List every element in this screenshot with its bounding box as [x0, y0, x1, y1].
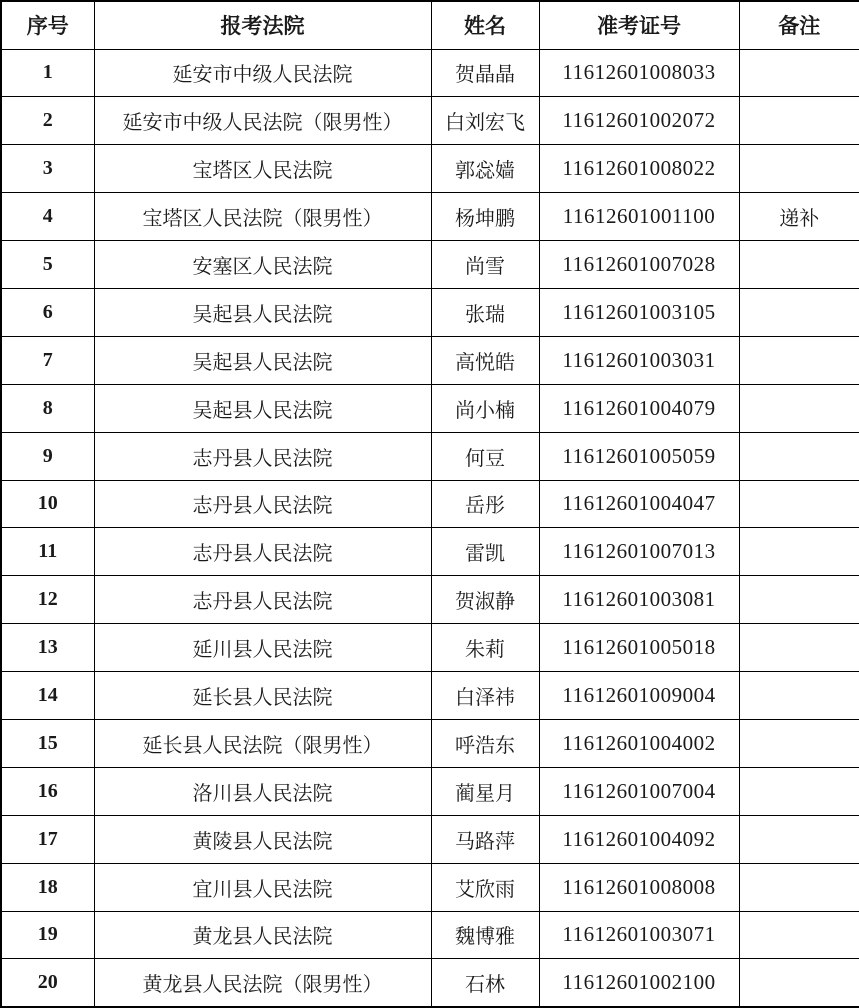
cell-ticket: 11612601004002: [539, 719, 739, 767]
cell-name: 石林: [431, 959, 539, 1007]
cell-remark: [739, 863, 859, 911]
cell-ticket: 11612601003081: [539, 576, 739, 624]
cell-name: 艾欣雨: [431, 863, 539, 911]
cell-no: 12: [1, 576, 94, 624]
header-cell-court: 报考法院: [94, 1, 431, 49]
cell-ticket: 11612601008008: [539, 863, 739, 911]
cell-remark: [739, 97, 859, 145]
cell-remark: [739, 241, 859, 289]
cell-name: 贺淑静: [431, 576, 539, 624]
cell-court: 延安市中级人民法院: [94, 49, 431, 97]
cell-name: 尚小楠: [431, 384, 539, 432]
cell-remark: [739, 911, 859, 959]
cell-ticket: 11612601001100: [539, 193, 739, 241]
cell-name: 朱莉: [431, 624, 539, 672]
table-row: [1, 911, 859, 959]
cell-ticket: 11612601003105: [539, 288, 739, 336]
cell-court: 延安市中级人民法院（限男性）: [94, 97, 431, 145]
cell-no: 9: [1, 432, 94, 480]
table-row: [1, 767, 859, 815]
cell-remark: [739, 288, 859, 336]
cell-court: 志丹县人民法院: [94, 576, 431, 624]
cell-name: 魏博雅: [431, 911, 539, 959]
header-cell-ticket: 准考证号: [539, 1, 739, 49]
table-row: [1, 528, 859, 576]
cell-ticket: 11612601007013: [539, 528, 739, 576]
cell-court: 宝塔区人民法院（限男性）: [94, 193, 431, 241]
cell-court: 延长县人民法院（限男性）: [94, 719, 431, 767]
cell-court: 黄龙县人民法院: [94, 911, 431, 959]
cell-ticket: 11612601005059: [539, 432, 739, 480]
cell-ticket: 11612601007004: [539, 767, 739, 815]
cell-name: 岳彤: [431, 480, 539, 528]
cell-remark: [739, 384, 859, 432]
cell-remark: [739, 815, 859, 863]
cell-ticket: 11612601002100: [539, 959, 739, 1007]
table-row: [1, 193, 859, 241]
table-row: [1, 480, 859, 528]
table-row: [1, 815, 859, 863]
table-row: [1, 432, 859, 480]
cell-name: 郭惢嫱: [431, 145, 539, 193]
cell-court: 延长县人民法院: [94, 672, 431, 720]
table-row: [1, 719, 859, 767]
cell-remark: [739, 767, 859, 815]
cell-no: 5: [1, 241, 94, 289]
cell-no: 10: [1, 480, 94, 528]
cell-remark: [739, 336, 859, 384]
cell-court: 黄陵县人民法院: [94, 815, 431, 863]
table-row: [1, 97, 859, 145]
cell-ticket: 11612601002072: [539, 97, 739, 145]
cell-name: 杨坤鹏: [431, 193, 539, 241]
cell-name: 高悦皓: [431, 336, 539, 384]
cell-no: 7: [1, 336, 94, 384]
cell-court: 志丹县人民法院: [94, 432, 431, 480]
table-row: [1, 49, 859, 97]
cell-ticket: 11612601003031: [539, 336, 739, 384]
header-cell-no: 序号: [1, 1, 94, 49]
cell-court: 黄龙县人民法院（限男性）: [94, 959, 431, 1007]
cell-ticket: 11612601008022: [539, 145, 739, 193]
table-row: [1, 241, 859, 289]
cell-no: 17: [1, 815, 94, 863]
cell-remark: [739, 624, 859, 672]
cell-ticket: 11612601004092: [539, 815, 739, 863]
cell-court: 志丹县人民法院: [94, 528, 431, 576]
cell-no: 13: [1, 624, 94, 672]
table-row: [1, 863, 859, 911]
cell-remark: [739, 719, 859, 767]
cell-name: 马路萍: [431, 815, 539, 863]
cell-no: 15: [1, 719, 94, 767]
cell-name: 白刘宏飞: [431, 97, 539, 145]
cell-remark: [739, 576, 859, 624]
cell-ticket: 11612601005018: [539, 624, 739, 672]
cell-court: 吴起县人民法院: [94, 384, 431, 432]
cell-ticket: 11612601003071: [539, 911, 739, 959]
cell-remark: [739, 959, 859, 1007]
cell-remark: 递补: [739, 193, 859, 241]
cell-no: 14: [1, 672, 94, 720]
cell-ticket: 11612601009004: [539, 672, 739, 720]
cell-remark: [739, 49, 859, 97]
cell-court: 志丹县人民法院: [94, 480, 431, 528]
cell-name: 呼浩东: [431, 719, 539, 767]
cell-name: 贺晶晶: [431, 49, 539, 97]
cell-no: 4: [1, 193, 94, 241]
table-row: [1, 145, 859, 193]
header-cell-name: 姓名: [431, 1, 539, 49]
cell-ticket: 11612601004079: [539, 384, 739, 432]
cell-remark: [739, 145, 859, 193]
cell-no: 11: [1, 528, 94, 576]
cell-name: 尚雪: [431, 241, 539, 289]
cell-name: 蔺星月: [431, 767, 539, 815]
cell-court: 安塞区人民法院: [94, 241, 431, 289]
cell-ticket: 11612601008033: [539, 49, 739, 97]
table-row: [1, 336, 859, 384]
cell-no: 18: [1, 863, 94, 911]
cell-court: 吴起县人民法院: [94, 288, 431, 336]
cell-name: 白泽祎: [431, 672, 539, 720]
cell-no: 2: [1, 97, 94, 145]
table-row: [1, 576, 859, 624]
cell-court: 吴起县人民法院: [94, 336, 431, 384]
cell-court: 洛川县人民法院: [94, 767, 431, 815]
table-row: [1, 384, 859, 432]
cell-remark: [739, 528, 859, 576]
cell-court: 延川县人民法院: [94, 624, 431, 672]
cell-name: 张瑞: [431, 288, 539, 336]
cell-no: 3: [1, 145, 94, 193]
header-row: [1, 1, 859, 49]
cell-no: 20: [1, 959, 94, 1007]
cell-ticket: 11612601007028: [539, 241, 739, 289]
cell-court: 宝塔区人民法院: [94, 145, 431, 193]
header-cell-remark: 备注: [739, 1, 859, 49]
cell-ticket: 11612601004047: [539, 480, 739, 528]
cell-remark: [739, 672, 859, 720]
cell-name: 何豆: [431, 432, 539, 480]
table-row: [1, 672, 859, 720]
table-row: [1, 959, 859, 1007]
cell-court: 宜川县人民法院: [94, 863, 431, 911]
cell-remark: [739, 432, 859, 480]
cell-no: 19: [1, 911, 94, 959]
cell-no: 6: [1, 288, 94, 336]
cell-no: 8: [1, 384, 94, 432]
cell-no: 16: [1, 767, 94, 815]
cell-no: 1: [1, 49, 94, 97]
cell-name: 雷凯: [431, 528, 539, 576]
cell-remark: [739, 480, 859, 528]
table-row: [1, 288, 859, 336]
table-row: [1, 624, 859, 672]
